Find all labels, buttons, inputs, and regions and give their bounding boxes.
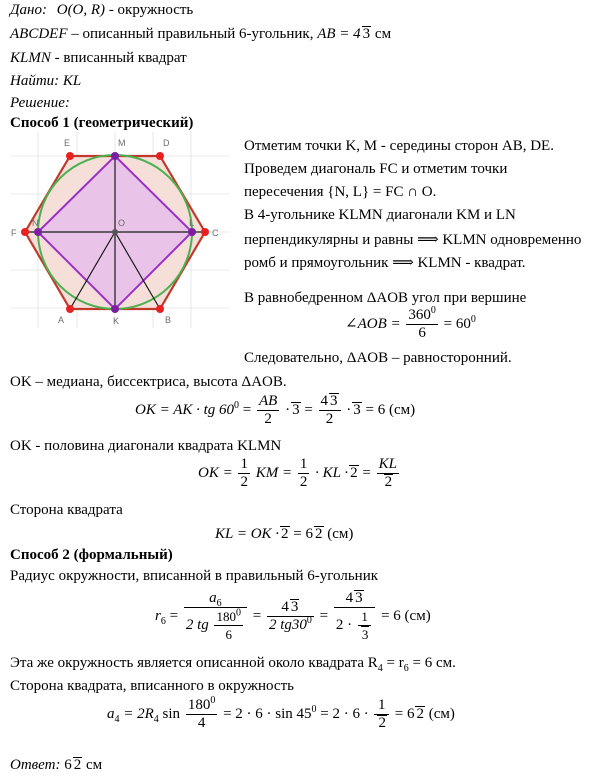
ab-length: AB = 4 [317, 26, 361, 42]
point-o [112, 229, 118, 235]
m1-text-3: пересечения {N, L} = FC ∩ O. [244, 184, 437, 200]
a4-frac-1 [186, 697, 218, 732]
ok2-eq: = [362, 464, 371, 481]
a4-eq: = 2R [123, 705, 154, 722]
given-label: Дано: [10, 2, 47, 18]
ok-lhs: OK = AK · tg 60 [135, 401, 235, 418]
circle-description: - окружность [108, 2, 194, 18]
m1-text-7: В равнобедренном ΔAOB угол при вершине [244, 290, 527, 306]
ok-frac-2 [319, 393, 341, 428]
label-a: A [58, 315, 65, 325]
r6-frac-1-den-a: 2 tg [185, 616, 209, 633]
point-e [66, 152, 74, 160]
point-n [34, 228, 42, 236]
method2-title: Способ 2 (формальный) [10, 547, 173, 563]
m2-text-2b: = r [386, 655, 404, 671]
r6-frac-3-inner-radical: 3 [361, 627, 369, 642]
ok-degree: 0 [234, 399, 240, 411]
ok-eq2: = [304, 401, 313, 418]
m1-text-6: ромб и прямоугольник ⟹ KLMN - квадрат. [244, 255, 526, 271]
a4-sub: 4 [114, 713, 120, 725]
answer-radical: 2 [73, 757, 82, 773]
given-line-1 [10, 2, 193, 19]
ok-frac-1-den: 2 [264, 411, 272, 427]
hexagon-notation: ABCDEF [10, 26, 68, 42]
r6-frac-1-num-sub: 6 [216, 598, 222, 609]
r6-lhs: r [155, 607, 161, 624]
label-n: N [32, 218, 39, 228]
find-target: KL [62, 73, 82, 89]
given-line-2 [10, 26, 391, 43]
m1-text-10: OK - половина диагонали квадрата KLMN [10, 438, 282, 454]
ok2-mid2: · KL · [315, 464, 349, 481]
label-d: D [163, 138, 170, 148]
r6-frac-2-coef: 4 [281, 599, 289, 615]
angle-lhs: ∠AOB = [345, 315, 401, 332]
ok-frac-1-num: AB [259, 393, 278, 409]
r6-sub: 6 [160, 615, 166, 627]
label-l: L [189, 218, 195, 228]
circle-notation: O(O, R) [56, 2, 106, 18]
ok2-formula [198, 456, 401, 491]
a4-frac-2-radical: 2 [378, 715, 386, 731]
m2-text-2-sub: 4 [377, 663, 383, 674]
a4-sin: sin [162, 705, 181, 722]
ab-unit: см [374, 26, 392, 42]
angle-den: 6 [418, 325, 426, 341]
kl-lhs: KL = OK · [215, 526, 280, 542]
ok-frac-1 [257, 393, 279, 428]
kl-mid: = 6 [293, 526, 314, 542]
point-a [66, 305, 74, 313]
m2-text-3: Сторона квадрата, вписанного в окружность [10, 678, 294, 694]
r6-frac-3-coef: 4 [345, 590, 354, 606]
ok-result: = 6 (см) [365, 401, 416, 418]
find-line [10, 73, 81, 90]
r6-eq: = [169, 607, 179, 624]
a4-frac-1-den: 4 [197, 715, 206, 731]
point-l [188, 228, 196, 236]
ok2-frac-2-den: 2 [299, 474, 308, 490]
a4-mid2: = 2 · 6 · [320, 705, 369, 722]
label-m: M [118, 138, 126, 148]
ok2-lhs: OK = [198, 464, 233, 481]
m2-text-2c: = 6 см. [412, 655, 456, 671]
kl-radical-2: 2 [315, 526, 323, 542]
ok2-frac-1-den: 2 [240, 474, 248, 490]
ok2-frac-3-radical: 2 [384, 474, 393, 490]
r6-frac-3-den-a: 2 · [335, 616, 353, 633]
ok2-frac-2 [298, 456, 310, 491]
angle-fraction [406, 307, 438, 342]
angle-num: 360 [408, 307, 431, 323]
answer-value: 6 [64, 757, 72, 773]
a4-frac-1-degree: 0 [210, 695, 216, 706]
kl-unit: (см) [327, 526, 354, 542]
ab-radical: 3 [362, 26, 371, 42]
given-line-3 [10, 50, 187, 67]
hexagon-description: – описанный правильный 6-угольник, [71, 26, 314, 42]
a4-frac-2-num: 1 [374, 697, 389, 715]
solution-label: Решение: [10, 95, 70, 111]
label-c: C [212, 228, 219, 238]
m1-text-11: Сторона квадрата [10, 502, 123, 518]
ok2-frac-2-num: 1 [299, 456, 308, 472]
a4-result: = 6 [394, 705, 415, 722]
angle-rhs: = 60 [443, 315, 471, 332]
a4-formula [107, 697, 455, 732]
r6-frac-1-inner [214, 608, 243, 643]
r6-frac-2-radical: 3 [290, 599, 299, 615]
method1-title: Способ 1 (геометрический) [10, 115, 194, 131]
a4-frac-2 [374, 697, 389, 732]
ok-frac-2-den: 2 [325, 411, 334, 427]
m1-text-2: Проведем диагональ FC и отметим точки [244, 161, 508, 177]
r6-eq3: = [319, 607, 329, 624]
hexagon-figure [10, 132, 230, 328]
label-b: B [165, 315, 172, 325]
point-c [201, 228, 209, 236]
ok-radical-1: 3 [292, 401, 300, 418]
point-k [111, 305, 119, 313]
m1-text-4: В 4-угольнике KLMN диагонали KM и LN [244, 207, 516, 223]
r6-frac-3-inner [358, 608, 372, 643]
label-f: F [11, 228, 17, 238]
a4-mid: = 2 · 6 · sin 45 [223, 705, 312, 722]
ok2-frac-1-num: 1 [240, 456, 248, 472]
r6-frac-3-inner-num: 1 [358, 608, 372, 626]
point-m [111, 152, 119, 160]
r6-inner-den: 6 [225, 627, 232, 642]
a4-sub2: 4 [153, 713, 159, 725]
point-f [21, 228, 29, 236]
r6-frac-1-num: a [209, 590, 217, 606]
angle-rhs-degree: 0 [470, 313, 476, 325]
r6-frac-2 [267, 599, 314, 634]
point-d [156, 152, 164, 160]
r6-result: = 6 (см) [381, 607, 431, 624]
ok-formula [135, 393, 415, 428]
r6-frac-3 [334, 590, 376, 643]
ok-radical-2: 3 [353, 401, 361, 418]
label-k: K [113, 316, 120, 326]
r6-frac-2-den-degree: 0 [306, 615, 312, 626]
point-b [156, 305, 164, 313]
r6-formula [155, 590, 431, 643]
r6-inner-num-degree: 0 [235, 607, 241, 619]
angle-formula [345, 307, 476, 342]
ok-dot: · [285, 401, 291, 418]
ok2-mid: KM = [255, 464, 293, 481]
a4-mid-degree: 0 [311, 703, 317, 715]
label-o: O [118, 218, 126, 228]
kl-formula [215, 526, 353, 543]
m1-text-8: Следовательно, ΔAOB – равносторонний. [244, 350, 512, 366]
label-e: E [64, 138, 71, 148]
a4-lhs: a [107, 705, 115, 722]
ok-frac-2-coef: 4 [320, 393, 329, 409]
m2-text-1: Радиус окружности, вписанной в правильный 6-угольник [10, 568, 379, 584]
ok-frac-2-radical: 3 [330, 393, 338, 409]
a4-result-radical: 2 [416, 705, 424, 722]
angle-num-degree: 0 [430, 305, 436, 316]
square-description: - вписанный квадрат [54, 50, 187, 66]
answer-unit: см [85, 757, 103, 773]
ok-eq: = [242, 401, 252, 418]
kl-radical-1: 2 [281, 526, 289, 542]
a4-unit: (см) [428, 705, 455, 722]
a4-frac-1-num: 180 [187, 697, 211, 713]
ok2-frac-3-num: KL [378, 456, 397, 472]
m2-text-2 [10, 655, 456, 672]
find-label: Найти: [10, 73, 60, 89]
r6-frac-3-radical: 3 [355, 590, 363, 606]
m1-text-5: перпендикулярны и равны ⟹ KLMN одновременно [244, 232, 582, 248]
r6-inner-num: 180 [216, 609, 236, 624]
square-notation: KLMN [10, 50, 51, 66]
ok2-frac-1 [238, 456, 250, 491]
ok2-frac-3 [377, 456, 399, 491]
answer-label: Ответ: [10, 757, 61, 773]
ok-dot2: · [346, 401, 352, 418]
ok2-radical: 2 [350, 464, 358, 481]
m1-text-1: Отметим точки K, M - середины сторон AB, DE. [244, 138, 554, 154]
r6-frac-1 [184, 590, 247, 643]
r6-eq2: = [252, 607, 262, 624]
m2-text-2-sub2: 6 [403, 663, 409, 674]
answer-line [10, 757, 102, 774]
m2-text-2a: Эта же окружность является описанной около квадрата R [10, 655, 378, 671]
r6-frac-2-den: 2 tg30 [268, 617, 307, 633]
m1-text-9: OK – медиана, биссектриса, высота ΔAOB. [10, 374, 287, 390]
